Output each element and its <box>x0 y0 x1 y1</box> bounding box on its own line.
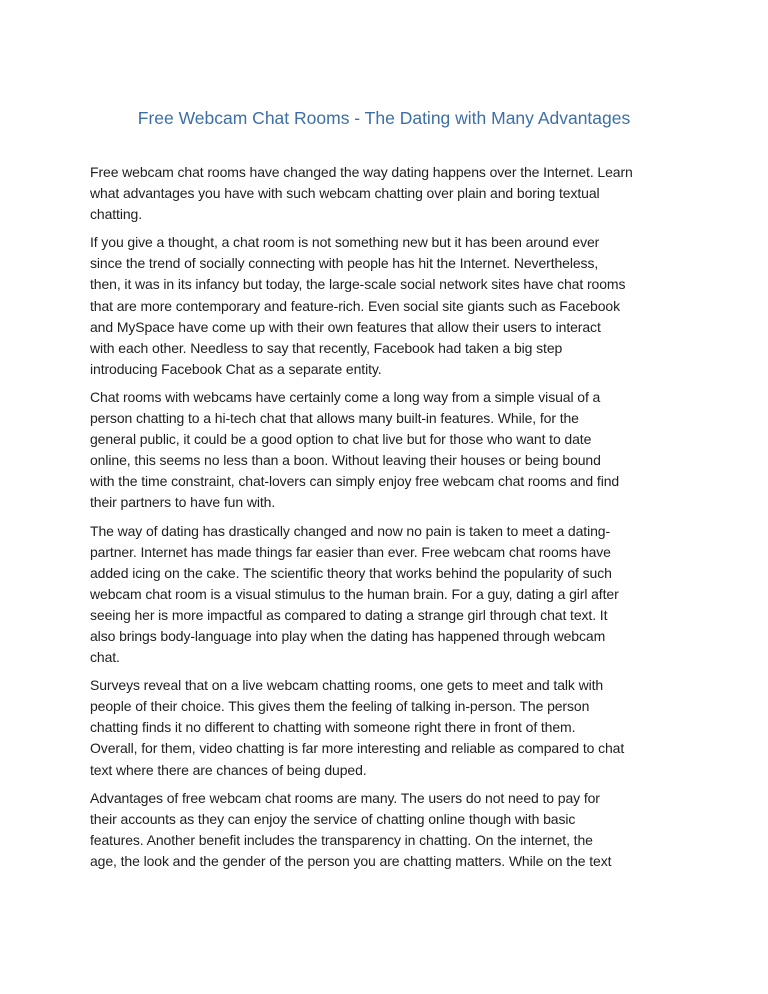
text-line: chatting finds it no different to chatting with someone right there in front of them. <box>90 719 576 736</box>
text-line: then, it was in its infancy but today, the large-scale social network sites have chat rooms <box>90 276 626 293</box>
text-line: their accounts as they can enjoy the service of chatting online though with basic <box>90 810 576 827</box>
paragraph-1 <box>90 162 682 225</box>
text-line: what advantages you have with such webcam chatting over plain and boring textual <box>90 185 600 202</box>
text-line: general public, it could be a good option to chat live but for those who want to date <box>90 431 592 448</box>
text-line: person chatting to a hi-tech chat that allows many built-in features. While, for the <box>90 410 579 427</box>
paragraph-6 <box>90 788 682 872</box>
text-line: people of their choice. This gives them the feeling of talking in-person. The person <box>90 698 590 715</box>
text-line: chatting. <box>90 206 143 223</box>
text-line: with each other. Needless to say that recently, Facebook had taken a big step <box>90 339 563 356</box>
text-line: partner. Internet has made things far easier than ever. Free webcam chat rooms have <box>90 543 611 560</box>
text-line: Chat rooms with webcams have certainly come a long way from a simple visual of a <box>90 388 601 405</box>
text-line: also brings body-language into play when the dating has happened through webcam <box>90 627 606 644</box>
text-line: online, this seems no less than a boon. Without leaving their houses or being bound <box>90 452 601 469</box>
text-line: Free webcam chat rooms have changed the way dating happens over the Internet. Learn <box>90 164 633 180</box>
paragraph-2 <box>90 232 682 380</box>
text-line: age, the look and the gender of the person you are chatting matters. While on the text <box>90 852 612 869</box>
text-line: that are more contemporary and feature-rich. Even social site giants such as Facebook <box>90 297 620 314</box>
paragraph-3 <box>90 387 682 514</box>
text-line: Overall, for them, video chatting is far more interesting and reliable as compared to chat <box>90 740 625 757</box>
text-line: since the trend of socially connecting with people has hit the Internet. Nevertheless, <box>90 255 599 272</box>
text-line: Surveys reveal that on a live webcam chatting rooms, one gets to meet and talk with <box>90 677 604 694</box>
text-line: chat. <box>90 649 120 666</box>
text-line: added icing on the cake. The scientific theory that works behind the popularity of such <box>90 564 612 581</box>
text-line: features. Another benefit includes the transparency in chatting. On the internet, the <box>90 831 593 848</box>
text-line: If you give a thought, a chat room is not something new but it has been around ever <box>90 234 600 251</box>
text-line: introducing Facebook Chat as a separate entity. <box>90 360 382 377</box>
text-line: with the time constraint, chat-lovers can simply enjoy free webcam chat rooms and find <box>90 473 620 490</box>
text-line: The way of dating has drastically changed and now no pain is taken to meet a dating- <box>90 522 611 539</box>
paragraph-5 <box>90 675 682 780</box>
paragraph-4 <box>90 521 682 669</box>
text-line: webcam chat room is a visual stimulus to the human brain. For a guy, dating a girl after <box>90 585 619 602</box>
text-line: their partners to have fun with. <box>90 494 276 511</box>
text-line: text where there are chances of being duped. <box>90 761 367 778</box>
text-line: Advantages of free webcam chat rooms are many. The users do not need to pay for <box>90 789 600 806</box>
document-title: Free Webcam Chat Rooms - The Dating with Many Advantages <box>137 108 631 128</box>
text-line: and MySpace have come up with their own features that allow their users to interact <box>90 318 601 335</box>
document-body <box>90 162 682 879</box>
text-line: seeing her is more impactful as compared to dating a strange girl through chat text. It <box>90 606 608 623</box>
